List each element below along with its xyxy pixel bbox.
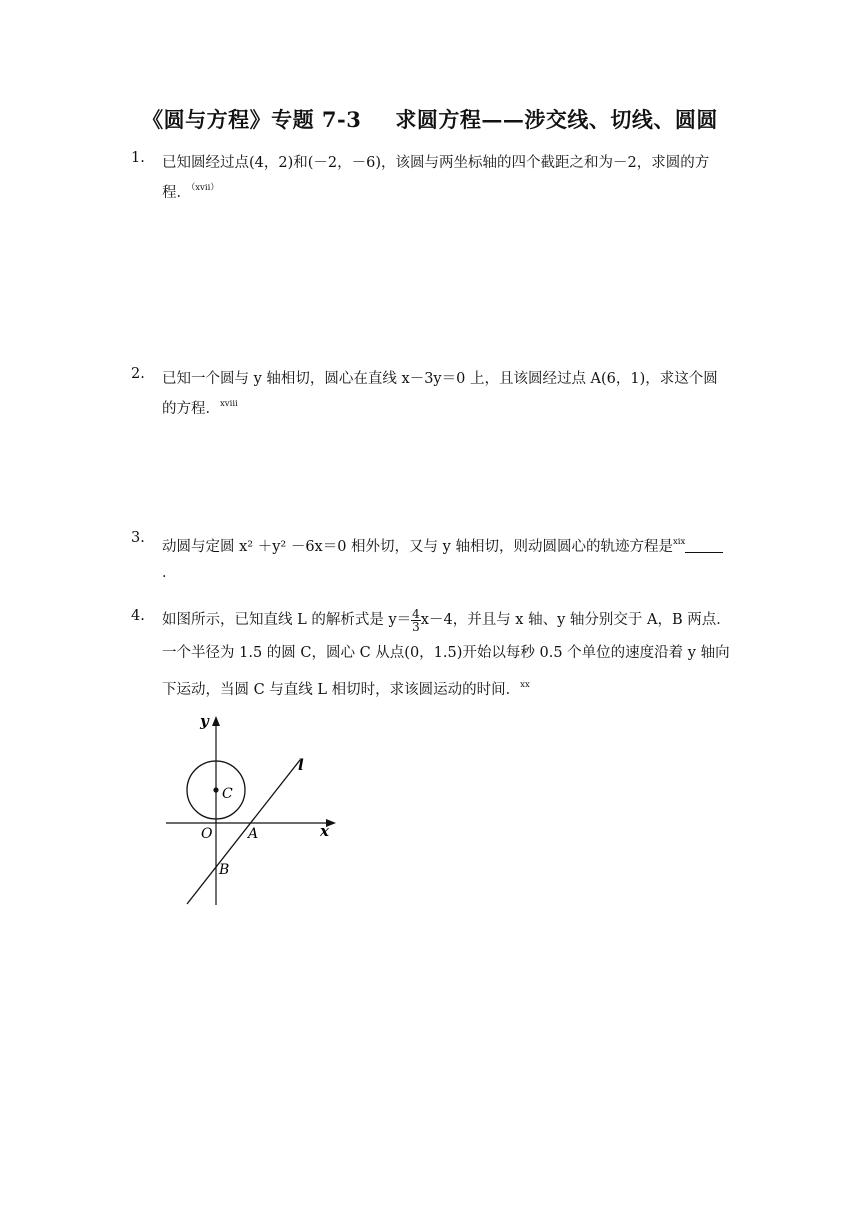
figure-svg	[160, 712, 350, 912]
endnote-ref: xix	[672, 537, 686, 547]
problem-text: 已知圆经过点(4，2)和(－2，－6)，该圆与两坐标轴的四个截距之和为－2，求圆的方程．$^{(xvii)}$	[162, 155, 710, 201]
line-label: l	[298, 756, 304, 774]
geometry-figure	[160, 712, 350, 912]
problem-3	[131, 530, 731, 586]
fraction: $\frac{4}{3}$	[412, 606, 420, 634]
problem-text: 已知一个圆与 y 轴相切，圆心在直线 x－3y＝0 上，且该圆经过点 A(6，1)，求这个圆的方程．$^{xviii}$	[162, 371, 718, 417]
point-b-label: B	[219, 862, 230, 878]
problem-number: 4.	[131, 608, 145, 624]
problem-number: 2.	[131, 366, 145, 382]
page-title	[0, 104, 860, 134]
endnote-ref: xx	[520, 680, 530, 690]
title-right: 求圆方程——涉交线、切线、圆圆	[395, 107, 718, 132]
center-point	[213, 787, 218, 792]
answer-blank	[685, 538, 723, 553]
problem-text: 动圆与定圆 x² ＋y² －6x＝0 相外切，又与 y 轴相切，则动圆圆心的轨迹方程是$^{xix}$．	[162, 530, 731, 586]
center-label: C	[222, 786, 233, 802]
problem-1	[131, 150, 731, 206]
point-a-label: A	[248, 826, 259, 842]
title-left: 《圆与方程》专题 7-3	[142, 107, 362, 132]
problem-number: 3.	[131, 530, 145, 546]
y-label: y	[200, 712, 209, 730]
problem-2	[131, 366, 731, 422]
x-label: x	[320, 822, 329, 840]
endnote-ref: xviii	[220, 399, 238, 409]
problem-number: 1.	[131, 150, 145, 166]
problem-4	[131, 604, 731, 707]
y-axis-arrow	[212, 716, 220, 726]
problem-text: 如图所示，已知直线 L 的解析式是 y＝ $\frac{4}{3}$ x－4，并且与 x 轴、y 轴分别交于 A，B 两点．一个半径为 1.5 的圆 C，圆心 C 从点(0，1.5)开始以每秒 0.5 个单位的速度沿着 y 轴向下运动，当圆 C 与直线 L 相切时，求该圆运动的时间．$^{xx}$	[162, 606, 731, 698]
endnote-ref: xvii	[195, 183, 211, 193]
origin-label: O	[201, 826, 213, 842]
